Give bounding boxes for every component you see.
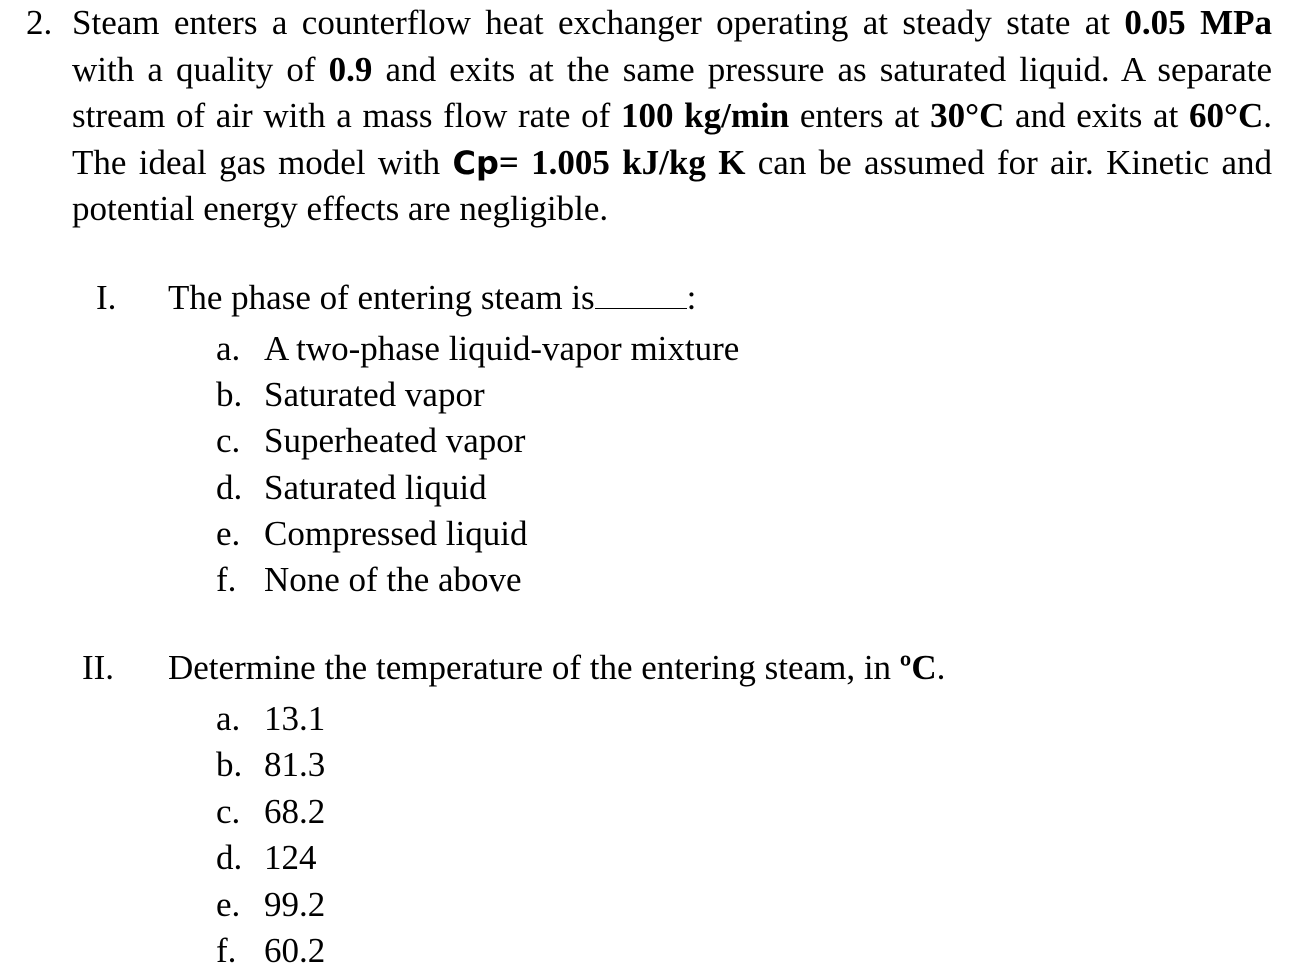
stem-text: with a quality of xyxy=(72,49,329,89)
option-letter: b. xyxy=(216,745,243,785)
option-b[interactable] xyxy=(216,742,325,788)
option-letter: a. xyxy=(216,329,241,368)
stem-text: enters at xyxy=(789,96,931,135)
unit-symbol: ºC xyxy=(899,648,937,687)
option-text: 13.1 xyxy=(264,699,326,738)
option-text: 81.3 xyxy=(264,745,326,785)
option-c[interactable] xyxy=(216,418,739,464)
option-letter: b. xyxy=(216,375,243,415)
stem-text: Steam enters a counterflow heat exchanger operating at steady state at xyxy=(72,3,1125,42)
problem-2 xyxy=(26,0,1272,233)
options-list xyxy=(216,696,325,974)
problem-stem xyxy=(26,0,1272,233)
option-letter: c. xyxy=(216,791,241,831)
option-f[interactable] xyxy=(216,557,739,603)
problem-number: 2. xyxy=(26,3,53,42)
option-text: Superheated vapor xyxy=(264,421,526,461)
option-a[interactable] xyxy=(216,696,325,742)
mass-flow-value: 100 kg/min xyxy=(620,96,790,135)
part-label: I. xyxy=(96,278,117,317)
question-colon: : xyxy=(686,278,697,317)
question-text: Determine the temperature of the entering steam, in xyxy=(168,648,900,687)
option-letter: e. xyxy=(216,513,241,553)
cp-value: = 1.005 kJ/kg K xyxy=(498,142,746,182)
option-letter: e. xyxy=(216,884,241,924)
option-a[interactable] xyxy=(216,326,739,372)
option-e[interactable] xyxy=(216,882,325,928)
stem-text: . The ideal gas model with xyxy=(72,96,1272,182)
option-text: Saturated liquid xyxy=(264,467,487,507)
outlet-temperature-value: 60°C xyxy=(1188,96,1264,135)
question-text: The phase of entering steam is xyxy=(168,278,595,317)
option-text: 68.2 xyxy=(264,791,326,831)
part-question xyxy=(168,278,696,318)
option-b[interactable] xyxy=(216,372,739,418)
answer-blank xyxy=(595,284,687,309)
problem-statement xyxy=(72,0,1272,233)
pressure-value: 0.05 MPa xyxy=(1124,3,1272,42)
option-text: None of the above xyxy=(264,560,522,600)
option-letter: a. xyxy=(216,699,241,738)
option-letter: c. xyxy=(216,421,241,461)
option-letter: f. xyxy=(216,560,237,600)
option-e[interactable] xyxy=(216,511,739,557)
inlet-temperature-value: 30°C xyxy=(930,96,1005,135)
quality-value: 0.9 xyxy=(328,49,373,89)
stem-text: and exits at xyxy=(1004,96,1189,135)
option-f[interactable] xyxy=(216,928,325,974)
part-question xyxy=(168,648,945,688)
option-text: Saturated vapor xyxy=(264,375,485,415)
stem-text: and exits at the same pressure as saturated liquid. A separate stream of air with a mass flow rate of xyxy=(72,49,1272,135)
option-text: Compressed liquid xyxy=(264,513,528,553)
option-d[interactable] xyxy=(216,465,739,511)
option-d[interactable] xyxy=(216,835,325,881)
options-list xyxy=(216,326,739,603)
question-period: . xyxy=(936,648,946,687)
option-text: A two-phase liquid-vapor mixture xyxy=(264,329,740,368)
option-c[interactable] xyxy=(216,789,325,835)
option-text: 124 xyxy=(264,838,317,878)
option-text: 99.2 xyxy=(264,884,326,924)
cp-symbol: Cp xyxy=(452,143,499,182)
option-letter: d. xyxy=(216,467,243,507)
stem-text: can be assumed for air. Kinetic and potential energy effects are negligible. xyxy=(72,142,1273,228)
part-label: II. xyxy=(82,648,115,687)
option-text: 60.2 xyxy=(264,931,326,971)
option-letter: f. xyxy=(216,931,237,971)
option-letter: d. xyxy=(216,838,243,878)
